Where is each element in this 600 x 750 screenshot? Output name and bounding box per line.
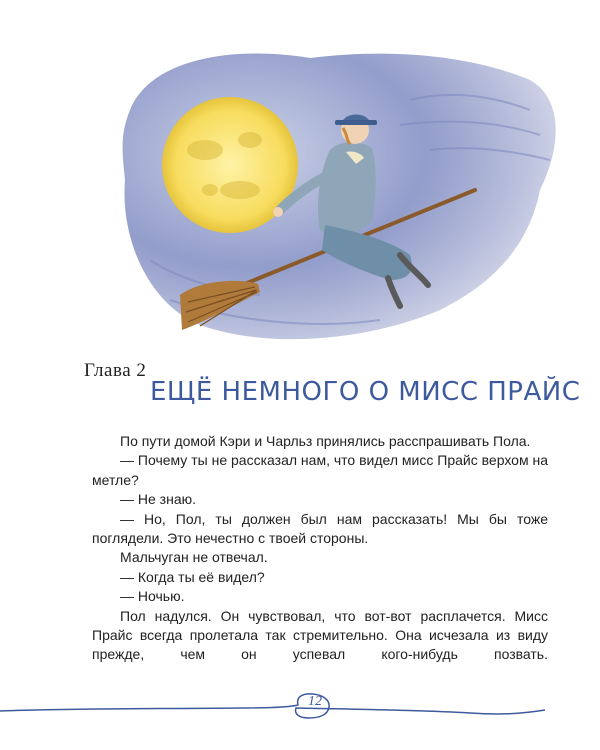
page-number: 12 [308, 694, 322, 709]
paragraph: — Ночью. [120, 588, 185, 605]
chapter-label: Глава 2 [84, 360, 147, 381]
chapter-text [92, 432, 548, 665]
illustration-witch-on-broom [110, 40, 580, 360]
paragraph: Мальчуган не отвечал. [120, 549, 268, 566]
paragraph: — Почему ты не рассказал нам, что видел мисс Прайс верхом на метле? [92, 452, 548, 488]
chapter-title: ЕЩЁ НЕМНОГО О МИСС ПРАЙС [150, 377, 581, 407]
paragraph: Пол надулся. Он чувствовал, что вот-вот расплачется. Мисс Прайс всегда пролетала так стремительно. Она исчезала из виду прежде, чем он успевал кого-нибудь позвать. [92, 607, 548, 663]
paragraph: По пути домой Кэри и Чарльз принялись расспрашивать Пола. [120, 433, 531, 449]
paragraph: — Не знаю. [120, 491, 197, 508]
footer-decorative-line [0, 688, 600, 728]
paragraph: — Но, Пол, ты должен был нам рассказать! Мы бы тоже поглядели. Это нечестно с твоей стороны. [92, 510, 548, 547]
paragraph: — Когда ты её видел? [120, 568, 265, 585]
